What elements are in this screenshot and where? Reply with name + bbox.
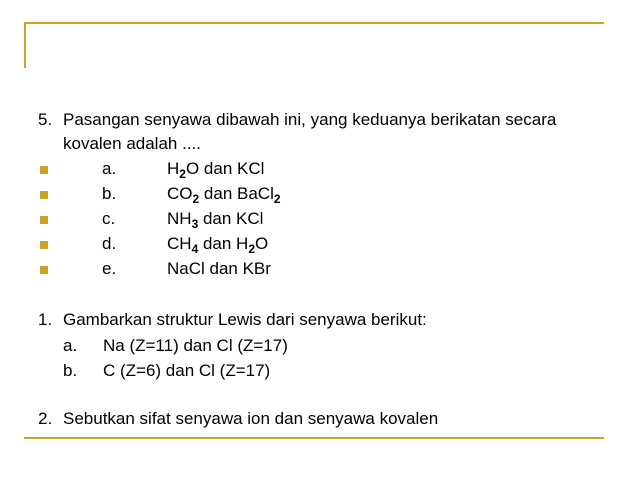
q2-line xyxy=(38,409,439,429)
q1-item-a-letter: a. xyxy=(63,336,78,355)
option-b-text: $CO_2$ dan BaCl$_2$ xyxy=(167,184,281,206)
bullet-icon xyxy=(40,191,48,199)
bullet-icon xyxy=(40,266,48,274)
q1-item-a-text: Na (Z=11) dan Cl (Z=17) xyxy=(103,336,288,355)
q5-line1 xyxy=(38,110,557,130)
bullet-icon xyxy=(40,166,48,174)
option-d-text: $CH_4$ dan $H_2O$ xyxy=(167,234,269,256)
option-b-letter: b. xyxy=(102,184,117,203)
option-c-text: $NH_3$ dan KCl xyxy=(167,209,264,231)
bullet-icon xyxy=(40,216,48,224)
bullet-icon xyxy=(40,241,48,249)
q5-text-line1: Pasangan senyawa dibawah ini, yang keduanya berikatan secara xyxy=(63,110,557,129)
option-e-text: NaCl dan KBr xyxy=(167,259,271,278)
frame-left-rule xyxy=(24,22,26,68)
q1-number: 1. xyxy=(38,310,53,329)
option-a-letter: a. xyxy=(102,159,117,178)
q1-item-b-letter: b. xyxy=(63,361,78,380)
q5-text-line2: kovalen adalah .... xyxy=(63,134,201,153)
option-a-text: $H_2O$ dan KCl xyxy=(167,159,265,181)
option-c-letter: c. xyxy=(102,209,116,228)
q2-number: 2. xyxy=(38,409,53,428)
q1-line xyxy=(38,310,427,330)
q1-item-b-text: C (Z=6) dan Cl (Z=17) xyxy=(103,361,271,380)
option-d-letter: d. xyxy=(102,234,117,253)
option-e-letter: e. xyxy=(102,259,117,278)
q2-text: Sebutkan sifat senyawa ion dan senyawa kovalen xyxy=(63,409,439,428)
q5-number: 5. xyxy=(38,110,53,129)
frame-bottom-rule xyxy=(24,437,604,439)
q1-text: Gambarkan struktur Lewis dari senyawa berikut: xyxy=(63,310,427,329)
frame-top-rule xyxy=(24,22,604,24)
